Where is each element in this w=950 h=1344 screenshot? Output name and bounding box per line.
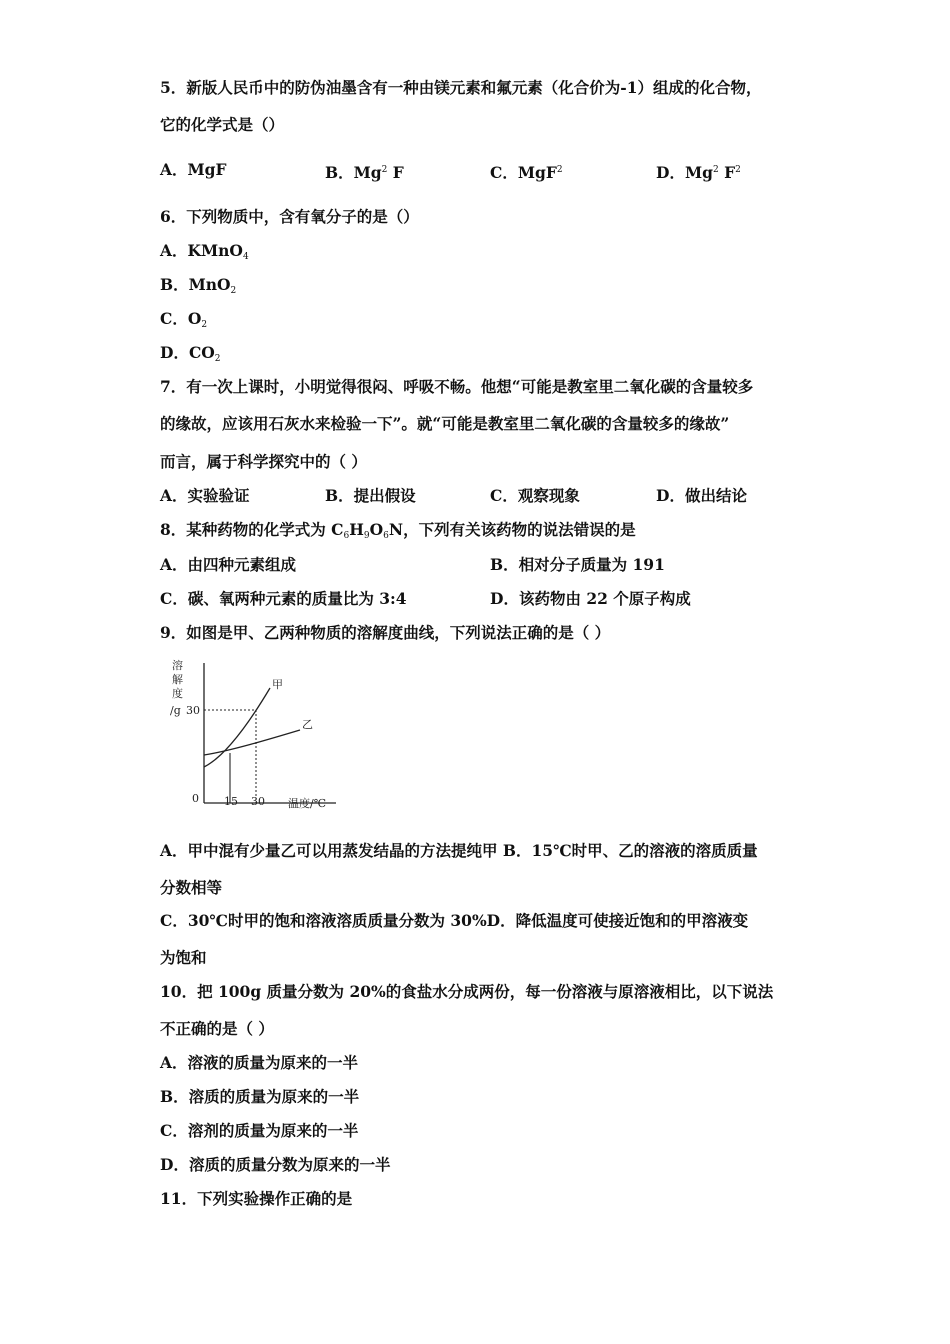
y-label-char-3: 度	[172, 687, 183, 700]
q10-stem-line2: 不正确的是（ ）	[160, 1019, 274, 1038]
q6-option-a: A．KMnO$_4$	[160, 241, 249, 262]
q7-stem-line2: 的缘故，应该用石灰水来检验一下”。就“可能是教室里二氧化碳的含量较多的缘故”	[160, 414, 730, 433]
q9-option-line3: C．30℃时甲的饱和溶液溶质质量分数为 30%D．降低温度可使接近饱和的甲溶液变	[160, 911, 749, 930]
q7-option-c: C．观察现象	[490, 486, 580, 505]
origin-label: 0	[192, 792, 199, 805]
q8-option-b: B．相对分子质量为 191	[490, 555, 665, 574]
q6-stem: 6．下列物质中，含有氧分子的是（）	[160, 207, 419, 226]
curve-jia	[204, 688, 270, 767]
q10-option-b: B．溶质的质量为原来的一半	[160, 1087, 360, 1106]
q7-stem-line1: 7．有一次上课时，小明觉得很闷、呼吸不畅。他想“可能是教室里二氧化碳的含量较多	[160, 377, 754, 396]
q8-stem: 8．某种药物的化学式为 $C_6H_9O_6N$，下列有关该药物的说法错误的是	[160, 520, 636, 541]
q8-option-d: D．该药物由 22 个原子构成	[490, 589, 691, 608]
q10-option-d: D．溶质的质量分数为原来的一半	[160, 1155, 391, 1174]
q7-option-b: B．提出假设	[325, 486, 416, 505]
q9-option-line4: 为饱和	[160, 948, 207, 967]
q7-option-a: A．实验验证	[160, 486, 250, 505]
q6-option-b: B．MnO$_2$	[160, 275, 237, 296]
q5-stem-line2: 它的化学式是（）	[160, 115, 285, 134]
q5-option-b: B．Mg$^2$ F	[325, 163, 404, 182]
q9-option-line2: 分数相等	[160, 878, 223, 897]
q5-option-c: C．MgF$^2$	[490, 163, 563, 182]
y-tick-30: 30	[186, 704, 200, 717]
q6-option-c: C．$O_2$	[160, 309, 208, 330]
curve-yi	[204, 730, 300, 755]
solubility-curve-graph	[160, 655, 340, 815]
y-label-unit: /g	[170, 704, 181, 717]
q10-stem-line1: 10．把 100g 质量分数为 20%的食盐水分成两份，每一份溶液与原溶液相比，以下说法	[160, 982, 774, 1001]
q10-option-a: A．溶液的质量为原来的一半	[160, 1053, 359, 1072]
y-label-char-1: 溶	[172, 659, 183, 672]
y-label-char-2: 解	[172, 673, 183, 686]
q7-option-d: D．做出结论	[656, 486, 747, 505]
q8-option-c: C．碳、氧两种元素的质量比为 3:4	[160, 589, 407, 608]
solubility-curve-svg	[160, 655, 340, 815]
q5-option-a: A．MgF	[160, 160, 227, 179]
q6-option-d: D．$CO_2$	[160, 343, 221, 364]
q8-option-a: A．由四种元素组成	[160, 555, 297, 574]
x-tick-30: 30	[251, 795, 265, 808]
curve-yi-label: 乙	[302, 718, 313, 731]
q5-option-d: D．Mg$^2$ $F^2$	[656, 163, 741, 182]
x-tick-15: 15	[224, 795, 238, 808]
q9-option-line1: A．甲中混有少量乙可以用蒸发结晶的方法提纯甲 B．15℃时甲、乙的溶液的溶质质量	[160, 841, 758, 860]
q5-stem-line1: 5．新版人民币中的防伪油墨含有一种由镁元素和氟元素（化合价为-1）组成的化合物，	[160, 78, 762, 97]
q7-stem-line3: 而言，属于科学探究中的（ ）	[160, 452, 367, 471]
curve-jia-label: 甲	[272, 678, 283, 691]
q10-option-c: C．溶剂的质量为原来的一半	[160, 1121, 359, 1140]
q9-stem: 9．如图是甲、乙两种物质的溶解度曲线，下列说法正确的是（ ）	[160, 623, 611, 642]
q11-stem: 11．下列实验操作正确的是	[160, 1189, 353, 1208]
x-axis-label: 温度/℃	[288, 797, 327, 810]
